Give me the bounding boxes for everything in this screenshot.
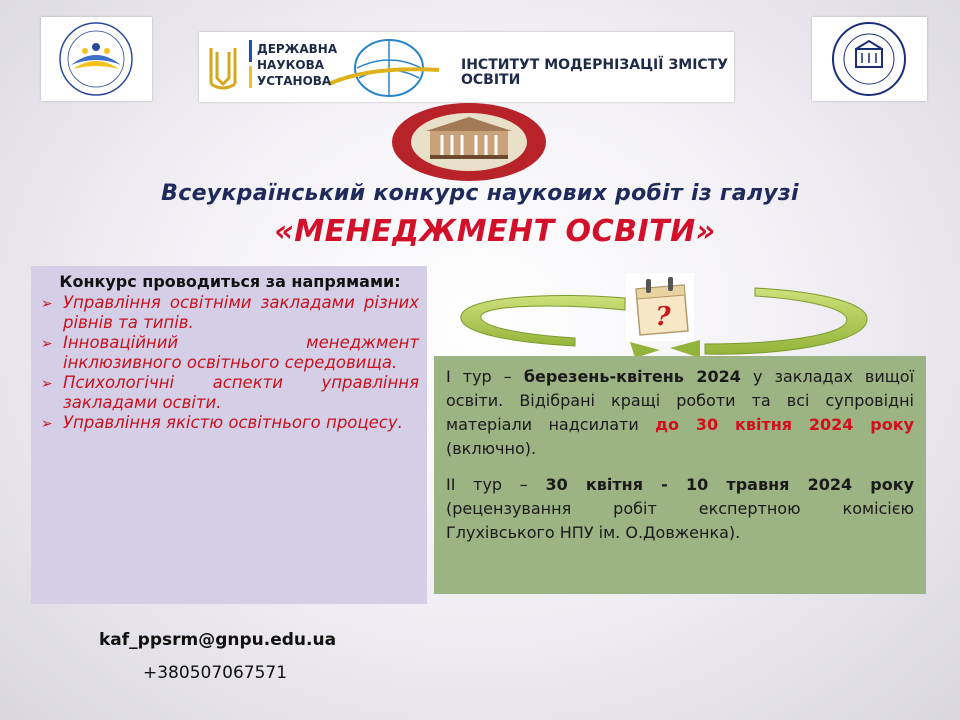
round-two-desc: (рецензування робіт експертною комісією Глухівського НПУ ім. О.Довженка). <box>446 499 914 542</box>
arrow-bullet-icon: ➢ <box>41 376 53 392</box>
institute-modernization-logo <box>199 32 734 102</box>
direction-text: Управління освітніми закладами різних рівнів та типів. <box>63 293 419 332</box>
contact-phone[interactable]: +380507067571 <box>143 663 288 683</box>
institute-modernization-title: ІНСТИТУТ МОДЕРНІЗАЦІЇ ЗМІСТУ ОСВІТИ <box>461 57 729 88</box>
round-one-paragraph <box>446 365 914 461</box>
round-one-period: березень-квітень 2024 <box>523 367 741 386</box>
arrow-bullet-icon: ➢ <box>41 296 53 312</box>
calendar-question-icon <box>626 273 694 341</box>
arrow-bullet-icon: ➢ <box>41 416 53 432</box>
round-two-period: 30 квітня - 10 травня 2024 року <box>545 475 915 494</box>
directions-box <box>31 266 427 604</box>
page-title-line2: «МЕНЕДЖМЕНТ ОСВІТИ» <box>274 214 716 249</box>
list-item <box>41 293 419 332</box>
state-institution-line1: ДЕРЖАВНА <box>257 42 338 56</box>
direction-text: Інноваційний менеджмент інклюзивного освітнього середовища. <box>63 333 419 372</box>
calendar-symbol: ? <box>655 302 671 332</box>
institute-pedagogy-emblem-icon <box>41 17 152 101</box>
institute-management-logo <box>812 17 927 101</box>
direction-text: Управління якістю освітнього процесу. <box>63 413 403 432</box>
state-institution-line3: УСТАНОВА <box>257 74 332 88</box>
round-two-paragraph <box>446 473 914 545</box>
round-one-note: (включно). <box>446 439 537 458</box>
round-one-label: І тур – <box>446 367 524 386</box>
university-building-icon <box>390 101 549 183</box>
contact-email[interactable]: kaf_ppsrm@gnpu.edu.ua <box>99 630 337 650</box>
dates-box <box>434 356 926 594</box>
page-title-line1: Всеукраїнський конкурс наукових робіт із галузі <box>161 181 799 206</box>
direction-text: Психологічні аспекти управління закладами освіти. <box>63 373 419 412</box>
list-item <box>41 373 419 412</box>
state-institution-line2: НАУКОВА <box>257 58 325 72</box>
institute-management-emblem-icon <box>812 17 927 101</box>
list-item <box>41 413 419 433</box>
arrow-bullet-icon: ➢ <box>41 336 53 352</box>
round-two-label: ІІ тур – <box>446 475 546 494</box>
round-one-desc: у закладах вищої освіти. Відібрані кращі роботи та всі супровідні матеріали надсилати <box>446 367 915 434</box>
directions-heading: Конкурс проводиться за напрямами: <box>59 272 401 291</box>
university-emblem <box>390 101 549 183</box>
list-item <box>41 333 419 372</box>
institute-pedagogy-logo <box>41 17 152 101</box>
directions-list <box>41 293 419 433</box>
round-one-deadline: до 30 квітня 2024 року <box>655 415 914 434</box>
